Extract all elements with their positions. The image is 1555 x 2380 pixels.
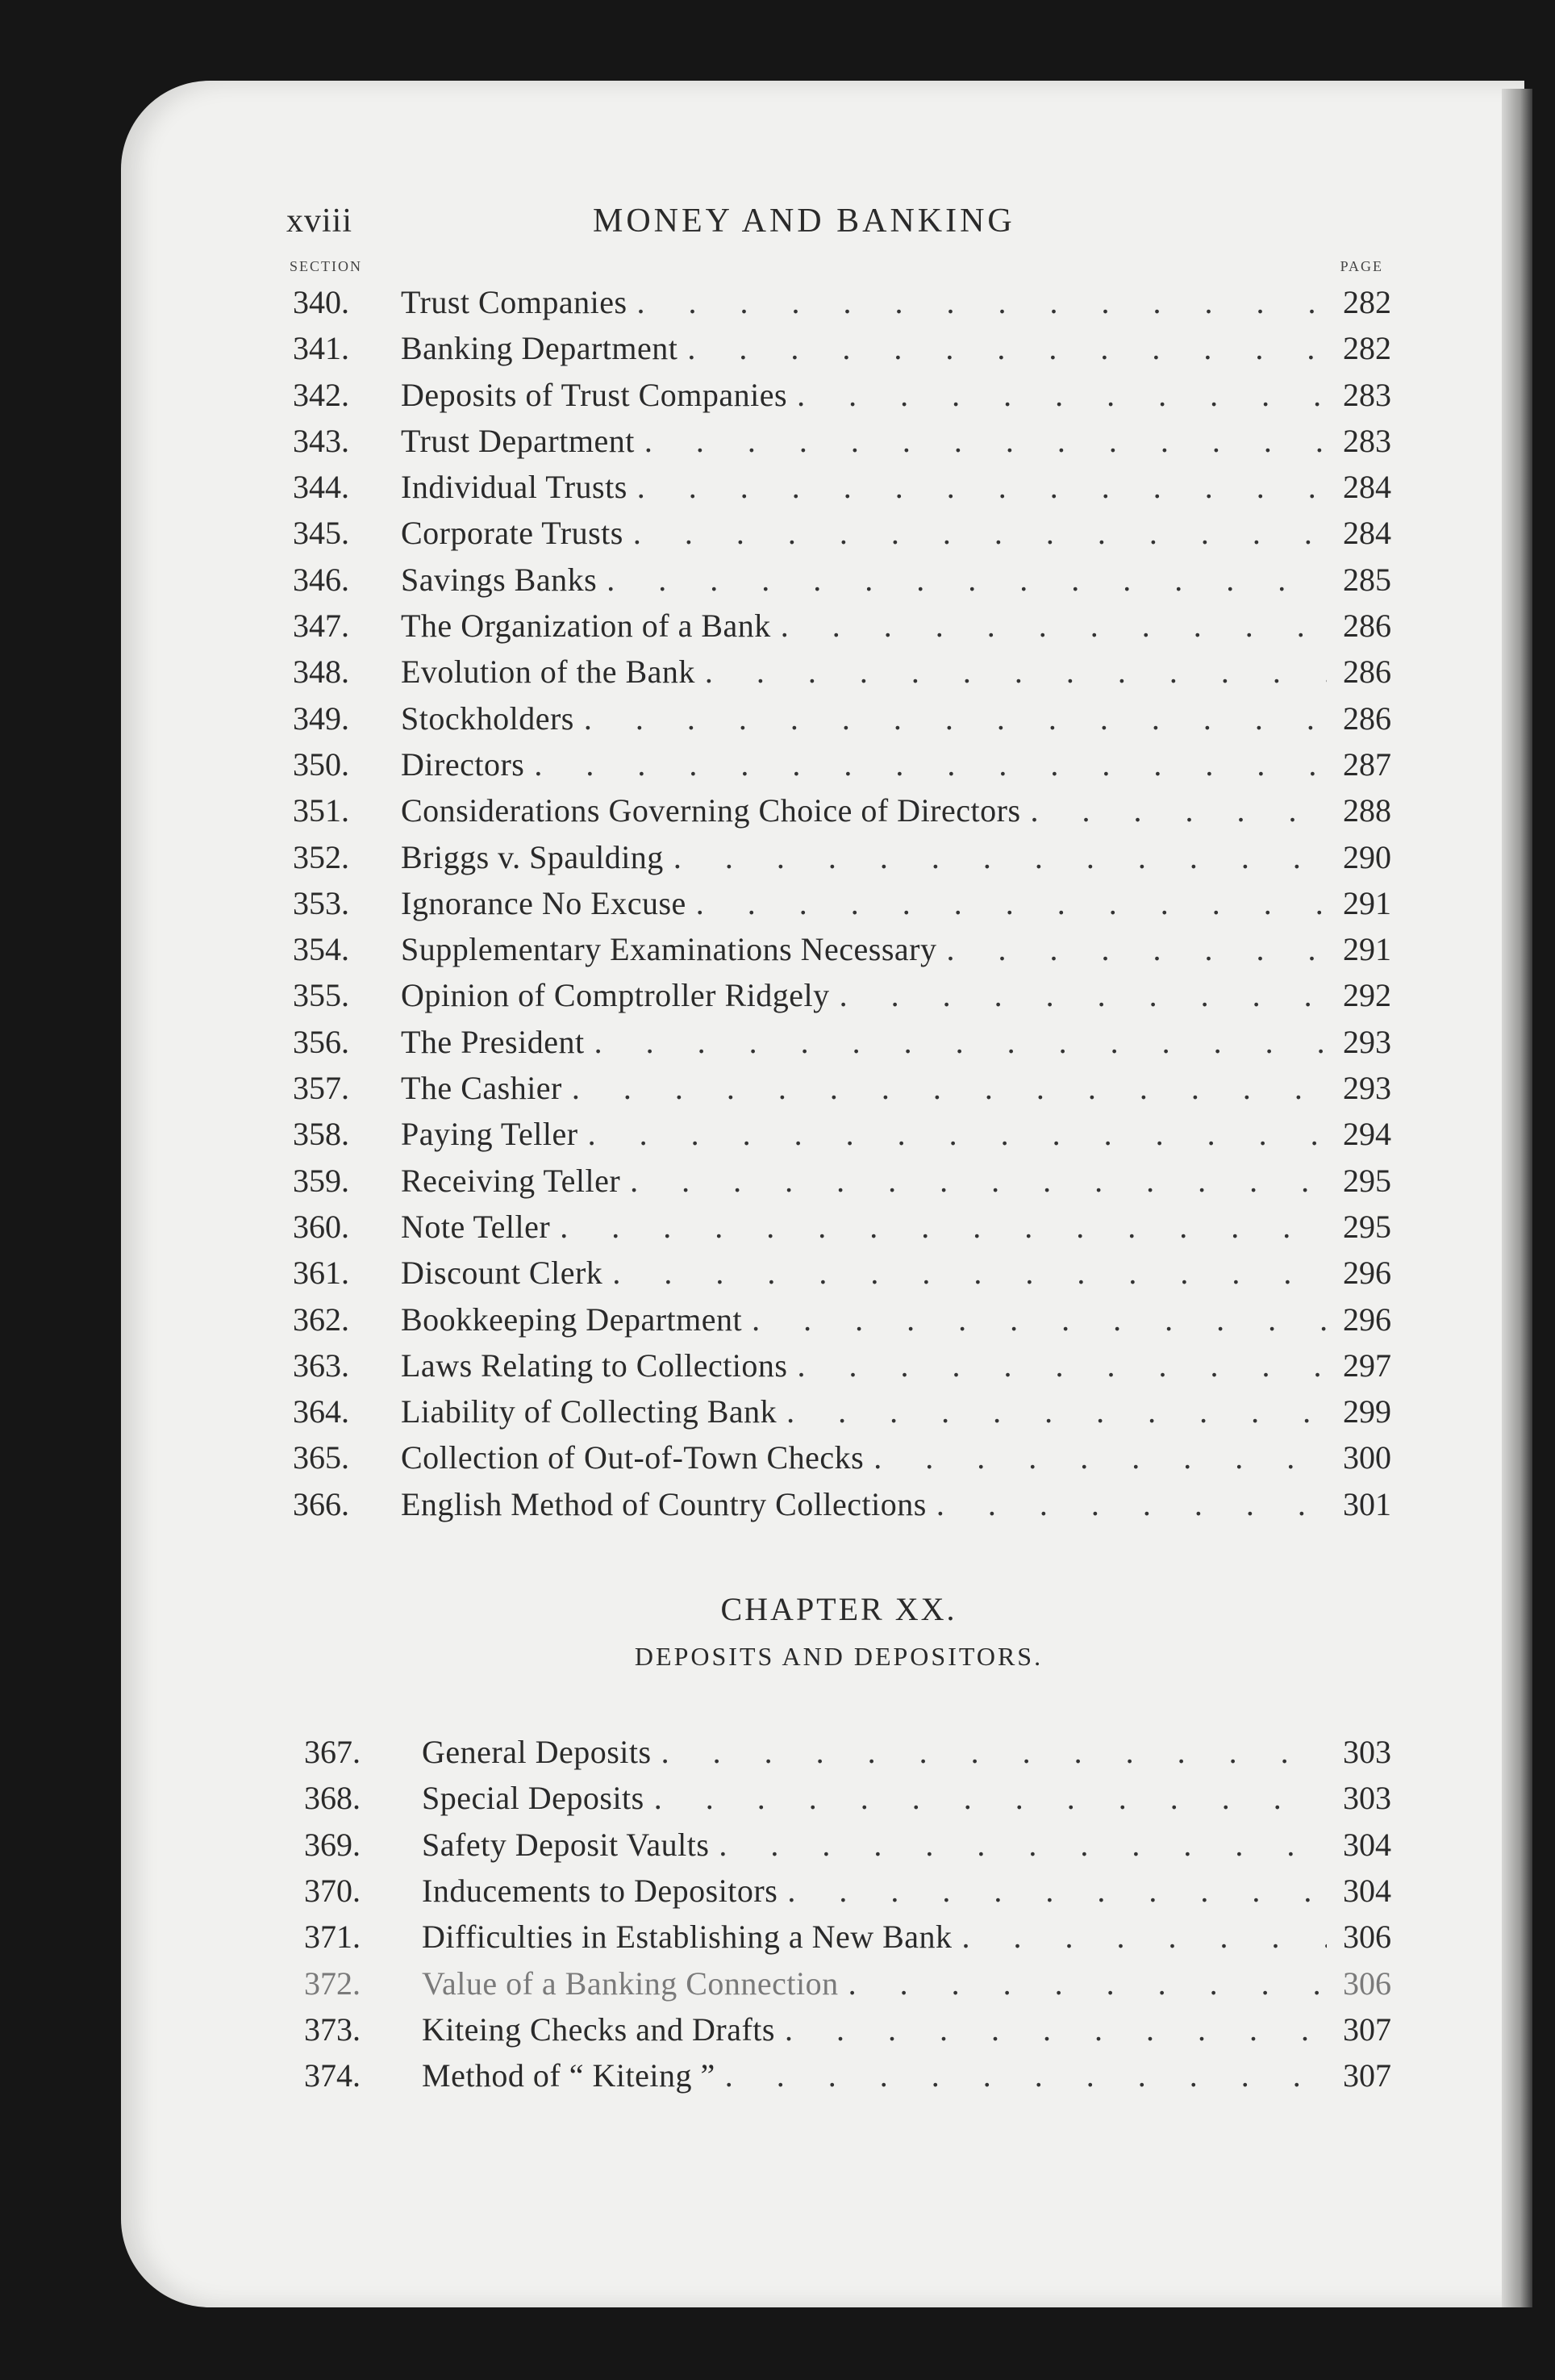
running-head xyxy=(286,202,1391,250)
dot-leader xyxy=(620,1158,1327,1204)
book-title: MONEY AND BANKING xyxy=(593,203,1015,240)
section-title: Receiving Teller xyxy=(401,1162,621,1199)
section-number: 357. xyxy=(293,1070,349,1107)
page-number: 291 xyxy=(1343,884,1391,921)
page-number: 304 xyxy=(1343,1826,1391,1863)
section-title: The President xyxy=(401,1023,585,1060)
section-title: Discount Clerk xyxy=(401,1255,603,1292)
page-number: 304 xyxy=(1343,1872,1391,1909)
dot-leader xyxy=(830,972,1327,1018)
section-number: 363. xyxy=(293,1347,349,1384)
dot-leader xyxy=(585,1019,1327,1065)
section-number: 358. xyxy=(293,1116,349,1153)
toc-entry xyxy=(286,1111,1391,1157)
page-number: 299 xyxy=(1343,1393,1391,1430)
toc-entry xyxy=(286,1914,1391,1960)
dot-leader xyxy=(777,1388,1327,1434)
toc-entry xyxy=(286,1158,1391,1204)
section-number: 372. xyxy=(304,1965,361,2002)
page-number: 286 xyxy=(1343,653,1391,691)
toc-content xyxy=(286,202,1391,2098)
section-number: 361. xyxy=(293,1255,349,1292)
page-number: 296 xyxy=(1343,1255,1391,1292)
toc-entry xyxy=(286,1250,1391,1296)
toc-entry xyxy=(286,279,1391,325)
dot-leader xyxy=(775,2006,1327,2052)
section-title: Briggs v. Spaulding xyxy=(401,838,664,875)
dot-leader xyxy=(550,1204,1327,1250)
section-number: 342. xyxy=(293,376,349,413)
toc-entry xyxy=(286,418,1391,464)
toc-entry xyxy=(286,1019,1391,1065)
section-number: 340. xyxy=(293,284,349,320)
toc-entry xyxy=(286,1960,1391,2006)
toc-list-chapter-xx xyxy=(286,1729,1391,2098)
section-title: Method of “ Kiteing ” xyxy=(422,2057,715,2094)
page-number: 295 xyxy=(1343,1162,1391,1199)
page-number: 300 xyxy=(1343,1439,1391,1476)
toc-entry xyxy=(286,649,1391,695)
page-number: 286 xyxy=(1343,699,1391,737)
section-number: 367. xyxy=(304,1734,361,1771)
section-number: 345. xyxy=(293,515,349,552)
dot-leader xyxy=(664,834,1327,880)
section-title: Liability of Collecting Bank xyxy=(401,1393,778,1430)
page-number: 293 xyxy=(1343,1070,1391,1107)
section-number: 369. xyxy=(304,1826,361,1863)
dot-leader xyxy=(644,1775,1327,1821)
dot-leader xyxy=(953,1914,1327,1960)
section-title: Difficulties in Establishing a New Bank xyxy=(422,1919,953,1956)
toc-entry xyxy=(286,1065,1391,1111)
dot-leader xyxy=(686,880,1327,926)
dot-leader xyxy=(778,1868,1327,1914)
section-title: Bookkeeping Department xyxy=(401,1301,743,1338)
section-title: General Deposits xyxy=(422,1734,652,1771)
page-number: 291 xyxy=(1343,931,1391,968)
section-number: 371. xyxy=(304,1919,361,1956)
chapter-subtitle: DEPOSITS AND DEPOSITORS. xyxy=(634,1642,1044,1672)
page-folio: xviii xyxy=(286,203,353,240)
section-title: The Organization of a Bank xyxy=(401,608,771,645)
page-number: 293 xyxy=(1343,1023,1391,1060)
section-title: Stockholders xyxy=(401,699,574,737)
page-number: 301 xyxy=(1343,1485,1391,1522)
dot-leader xyxy=(652,1729,1327,1775)
page-number: 307 xyxy=(1343,2010,1391,2048)
toc-entry xyxy=(286,1434,1391,1480)
toc-entry xyxy=(286,1868,1391,1914)
page-number: 286 xyxy=(1343,608,1391,645)
section-title: Directors xyxy=(401,745,525,783)
section-title: Laws Relating to Collections xyxy=(401,1347,788,1384)
toc-entry xyxy=(286,1775,1391,1821)
dot-leader xyxy=(524,741,1327,787)
dot-leader xyxy=(771,603,1327,649)
dot-leader xyxy=(627,279,1327,325)
page-number: 282 xyxy=(1343,284,1391,320)
toc-entry xyxy=(286,1388,1391,1434)
dot-leader xyxy=(562,1065,1327,1111)
section-number: 356. xyxy=(293,1023,349,1060)
section-title: Savings Banks xyxy=(401,561,598,598)
section-title: Safety Deposit Vaults xyxy=(422,1826,710,1863)
page-number: 303 xyxy=(1343,1780,1391,1817)
section-number: 341. xyxy=(293,330,349,367)
dot-leader xyxy=(839,1960,1327,2006)
section-title: Trust Companies xyxy=(401,284,627,320)
section-title: Collection of Out-of-Town Checks xyxy=(401,1439,865,1476)
dot-leader xyxy=(1021,787,1327,833)
page-number: 306 xyxy=(1343,1919,1391,1956)
page-number: 285 xyxy=(1343,561,1391,598)
section-number: 355. xyxy=(293,977,349,1014)
page-number: 284 xyxy=(1343,469,1391,506)
dot-leader xyxy=(788,1342,1328,1388)
page-number: 307 xyxy=(1343,2057,1391,2094)
dot-leader xyxy=(787,372,1327,418)
section-title: Individual Trusts xyxy=(401,469,627,506)
toc-entry xyxy=(286,1822,1391,1868)
dot-leader xyxy=(715,2052,1327,2098)
section-number: 368. xyxy=(304,1780,361,1817)
toc-entry xyxy=(286,972,1391,1018)
page-number: 296 xyxy=(1343,1301,1391,1338)
page-number: 306 xyxy=(1343,1965,1391,2002)
section-number: 364. xyxy=(293,1393,349,1430)
toc-entry xyxy=(286,741,1391,787)
column-labels xyxy=(286,258,1391,279)
page-number: 288 xyxy=(1343,792,1391,829)
dot-leader xyxy=(864,1434,1327,1480)
section-title: Kiteing Checks and Drafts xyxy=(422,2010,775,2048)
toc-entry xyxy=(286,557,1391,603)
section-number: 350. xyxy=(293,745,349,783)
section-number: 366. xyxy=(293,1485,349,1522)
section-title: Note Teller xyxy=(401,1208,551,1245)
section-number: 347. xyxy=(293,608,349,645)
section-number: 344. xyxy=(293,469,349,506)
dot-leader xyxy=(709,1822,1327,1868)
dot-leader xyxy=(597,557,1327,603)
section-title: Opinion of Comptroller Ridgely xyxy=(401,977,830,1014)
dot-leader xyxy=(574,695,1327,741)
section-title: Value of a Banking Connection xyxy=(422,1965,839,2002)
section-title: Considerations Governing Choice of Directors xyxy=(401,792,1021,829)
dot-leader xyxy=(677,325,1327,371)
page-number: 294 xyxy=(1343,1116,1391,1153)
dot-leader xyxy=(927,1481,1327,1527)
section-title: Corporate Trusts xyxy=(401,515,623,552)
section-number: 354. xyxy=(293,931,349,968)
dot-leader xyxy=(602,1250,1327,1296)
toc-entry xyxy=(286,372,1391,418)
section-title: Banking Department xyxy=(401,330,678,367)
toc-entry xyxy=(286,880,1391,926)
page-number: 282 xyxy=(1343,330,1391,367)
page-number: 283 xyxy=(1343,376,1391,413)
section-title: English Method of Country Collections xyxy=(401,1485,927,1522)
toc-entry xyxy=(286,603,1391,649)
toc-entry xyxy=(286,695,1391,741)
toc-entry xyxy=(286,1481,1391,1527)
section-title: Paying Teller xyxy=(401,1116,578,1153)
section-number: 362. xyxy=(293,1301,349,1338)
toc-entry xyxy=(286,1204,1391,1250)
section-number: 359. xyxy=(293,1162,349,1199)
section-number: 351. xyxy=(293,792,349,829)
page-number: 283 xyxy=(1343,422,1391,459)
page-number: 295 xyxy=(1343,1208,1391,1245)
section-column-label: SECTION xyxy=(290,258,362,274)
section-number: 360. xyxy=(293,1208,349,1245)
section-number: 346. xyxy=(293,561,349,598)
section-number: 352. xyxy=(293,838,349,875)
page-number: 292 xyxy=(1343,977,1391,1014)
section-number: 343. xyxy=(293,422,349,459)
section-title: Inducements to Depositors xyxy=(422,1872,778,1909)
page-column-label: PAGE xyxy=(1340,258,1383,274)
section-number: 348. xyxy=(293,653,349,691)
toc-entry xyxy=(286,1342,1391,1388)
toc-entry xyxy=(286,787,1391,833)
toc-entry xyxy=(286,2006,1391,2052)
section-number: 373. xyxy=(304,2010,361,2048)
toc-entry xyxy=(286,510,1391,556)
section-title: Ignorance No Excuse xyxy=(401,884,686,921)
page-number: 303 xyxy=(1343,1734,1391,1771)
dot-leader xyxy=(578,1111,1327,1157)
chapter-heading: CHAPTER XX. xyxy=(720,1591,957,1628)
toc-entry xyxy=(286,926,1391,972)
section-title: Deposits of Trust Companies xyxy=(401,376,788,413)
section-title: Evolution of the Bank xyxy=(401,653,695,691)
section-number: 365. xyxy=(293,1439,349,1476)
section-title: The Cashier xyxy=(401,1070,562,1107)
dot-leader xyxy=(936,926,1327,972)
dot-leader xyxy=(742,1296,1327,1342)
page-number: 284 xyxy=(1343,515,1391,552)
toc-entry xyxy=(286,1296,1391,1342)
section-title: Trust Department xyxy=(401,422,635,459)
section-number: 370. xyxy=(304,1872,361,1909)
section-title: Special Deposits xyxy=(422,1780,644,1817)
page-number: 290 xyxy=(1343,838,1391,875)
toc-entry xyxy=(286,325,1391,371)
toc-entry xyxy=(286,464,1391,510)
toc-list-chapter-xix xyxy=(286,279,1391,1527)
toc-entry xyxy=(286,834,1391,880)
toc-entry xyxy=(286,2052,1391,2098)
section-number: 374. xyxy=(304,2057,361,2094)
toc-entry xyxy=(286,1729,1391,1775)
section-number: 353. xyxy=(293,884,349,921)
page-number: 297 xyxy=(1343,1347,1391,1384)
page-number: 287 xyxy=(1343,745,1391,783)
dot-leader xyxy=(695,649,1327,695)
dot-leader xyxy=(635,418,1327,464)
dot-leader xyxy=(623,510,1327,556)
dot-leader xyxy=(627,464,1327,510)
page-edge-shadow xyxy=(1502,89,1532,2307)
section-title: Supplementary Examinations Necessary xyxy=(401,931,937,968)
section-number: 349. xyxy=(293,699,349,737)
